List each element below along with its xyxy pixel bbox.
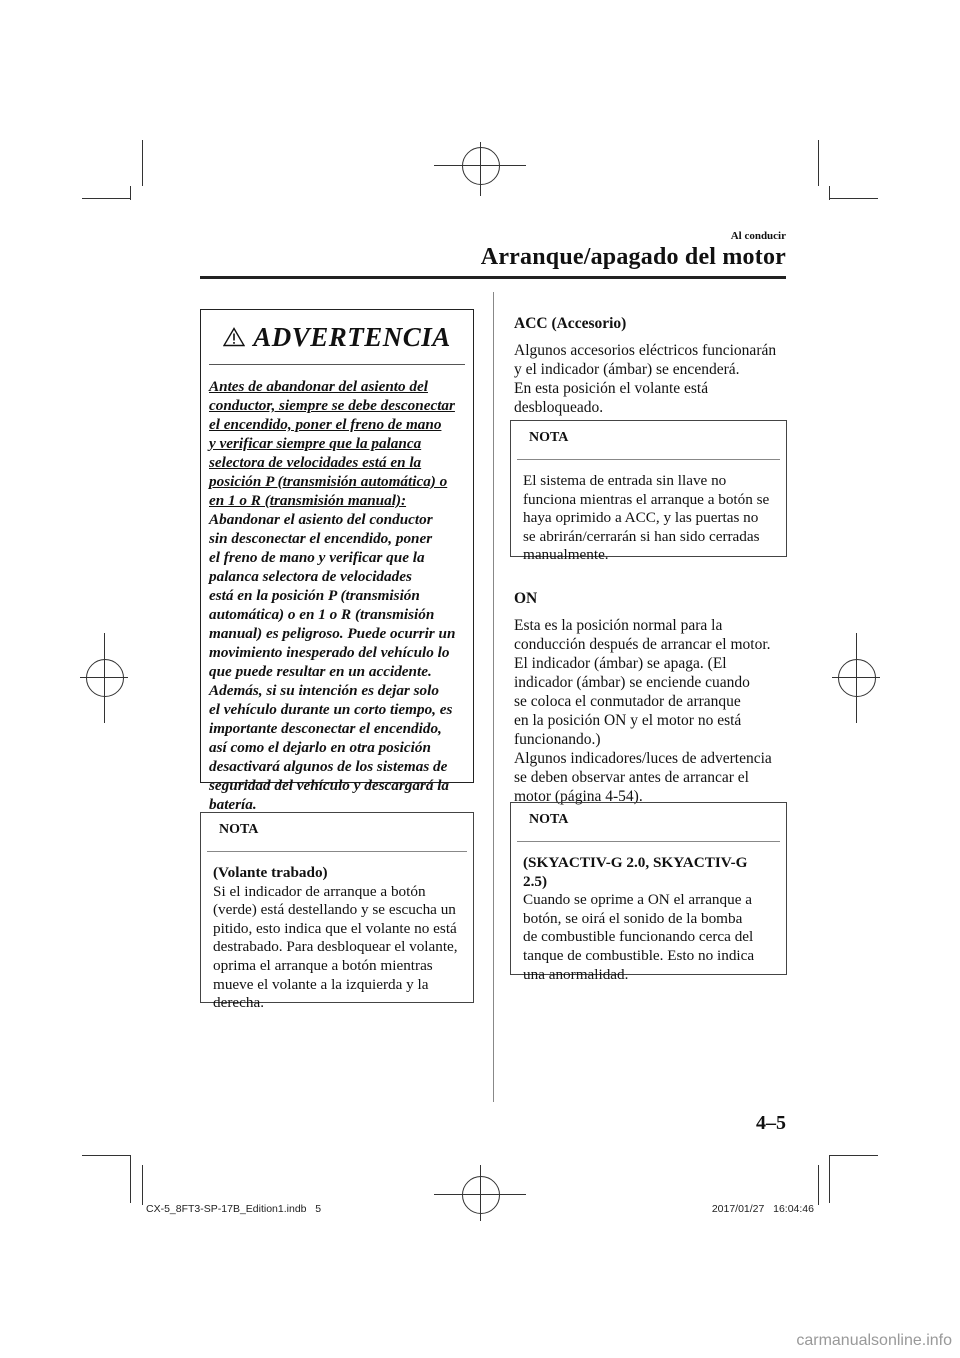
warning-line: conductor, siempre se debe desconectar	[209, 397, 455, 414]
warning-title: ADVERTENCIA	[253, 321, 451, 352]
acc-line: desbloqueado.	[514, 399, 604, 416]
warning-line: seguridad del vehículo y descargará la	[209, 777, 450, 794]
on-line: El indicador (ámbar) se apaga. (El	[514, 655, 727, 672]
warning-line: movimiento inesperado del vehículo lo	[209, 644, 450, 661]
on-line: se deben observar antes de arrancar el	[514, 769, 749, 786]
on-line: en la posición ON y el motor no está	[514, 712, 742, 729]
note-line: funciona mientras el arranque a botón se	[523, 490, 770, 508]
footer-file: CX-5_8FT3-SP-17B_Edition1.indb 5	[146, 1203, 322, 1215]
note-line: destrabado. Para desbloquear el volante,	[213, 938, 458, 956]
on-line: Esta es la posición normal para la	[514, 617, 723, 634]
note-box-on	[510, 802, 787, 983]
warning-line: importante desconectar el encendido,	[209, 720, 442, 737]
note-heading: 2.5)	[523, 872, 548, 890]
on-section	[514, 589, 786, 806]
note-heading: (Volante trabado)	[213, 864, 328, 881]
section-label: Al conducir	[730, 230, 786, 242]
note-line: tanque de combustible. Esto no indica	[523, 946, 755, 964]
acc-section	[514, 314, 786, 417]
note-line: pitido, esto indica que el volante no está	[213, 919, 457, 937]
warning-line: en 1 o R (transmisión manual):	[209, 492, 407, 509]
note-title: NOTA	[517, 421, 780, 460]
warning-line: selectora de velocidades está en la	[209, 454, 422, 471]
note-heading: (SKYACTIV-G 2.0, SKYACTIV-G	[523, 854, 748, 871]
warning-line: está en la posición P (transmisión	[209, 587, 420, 604]
acc-line: Algunos accesorios eléctricos funcionarán	[514, 342, 777, 359]
footer-timestamp: 2017/01/27 16:04:46	[711, 1203, 814, 1215]
on-line: conducción después de arrancar el motor.	[514, 636, 771, 653]
note-line: derecha.	[213, 994, 265, 1012]
warning-line: manual) es peligroso. Puede ocurrir un	[209, 625, 456, 642]
warning-line: Abandonar el asiento del conductor	[209, 511, 433, 528]
warning-header	[209, 310, 465, 365]
acc-line: En esta posición el volante está	[514, 380, 709, 397]
on-line: funcionando.)	[514, 731, 601, 748]
note-line: oprima el arranque a botón mientras	[213, 956, 433, 974]
on-line: se coloca el conmutador de arranque	[514, 693, 741, 710]
acc-heading: ACC (Accesorio)	[514, 315, 627, 332]
note-body	[511, 842, 786, 984]
note-line: botón, se oirá el sonido de la bomba	[523, 909, 743, 927]
note-line: Cuando se oprime a ON el arranque a	[523, 891, 752, 909]
acc-line: y el indicador (ámbar) se encenderá.	[514, 361, 740, 378]
on-line: indicador (ámbar) se enciende cuando	[514, 674, 750, 691]
page-title: Arranque/apagado del motor	[480, 244, 786, 270]
note-line: haya oprimido a ACC, y las puertas no	[523, 509, 759, 527]
warning-line: el vehículo durante un corto tiempo, es	[209, 701, 453, 718]
on-line: Algunos indicadores/luces de advertencia	[514, 750, 772, 767]
warning-line: así como el dejarlo en otra posición	[209, 739, 431, 756]
note-line: una anormalidad.	[523, 965, 629, 983]
note-title: NOTA	[207, 813, 467, 852]
page-number: 4–5	[756, 1112, 786, 1134]
header-rule	[200, 276, 786, 279]
note-line: El sistema de entrada sin llave no	[523, 472, 727, 489]
warning-box	[200, 309, 474, 813]
note-body	[201, 852, 473, 1013]
note-line: manualmente.	[523, 546, 609, 564]
note-line: de combustible funcionando cerca del	[523, 928, 754, 946]
warning-line: sin desconectar el encendido, poner	[209, 530, 433, 547]
note-box-acc	[510, 420, 787, 564]
note-line: (verde) está destellando y se escucha un	[213, 901, 456, 919]
note-line: Si el indicador de arranque a botón	[213, 882, 426, 900]
watermark: carmanualsonline.info	[796, 1332, 952, 1349]
note-body	[511, 460, 786, 565]
warning-line: batería.	[209, 796, 257, 813]
on-heading: ON	[514, 590, 538, 607]
on-line: motor (página 4-54).	[514, 788, 643, 805]
warning-line: posición P (transmisión automática) o	[209, 473, 448, 490]
warning-line: Además, si su intención es dejar solo	[209, 682, 439, 699]
warning-line: palanca selectora de velocidades	[209, 568, 412, 585]
warning-line: el freno de mano y verificar que la	[209, 549, 425, 566]
note-title: NOTA	[517, 803, 780, 842]
note-line: mueve el volante a la izquierda y la	[213, 975, 429, 993]
note-box-steering	[200, 812, 474, 1012]
note-line: se abrirán/cerrarán si han sido cerradas	[523, 527, 760, 545]
warning-line: Antes de abandonar del asiento del	[209, 378, 428, 395]
warning-line: automática) o en 1 o R (transmisión	[209, 606, 435, 623]
warning-body	[201, 365, 473, 814]
warning-line: y verificar siempre que la palanca	[209, 435, 422, 452]
warning-line: que puede resultar en un accidente.	[209, 663, 432, 680]
warning-line: desactivará algunos de los sistemas de	[209, 758, 448, 775]
warning-triangle-icon	[223, 327, 245, 347]
column-divider	[493, 292, 494, 1102]
warning-line: el encendido, poner el freno de mano	[209, 416, 442, 433]
